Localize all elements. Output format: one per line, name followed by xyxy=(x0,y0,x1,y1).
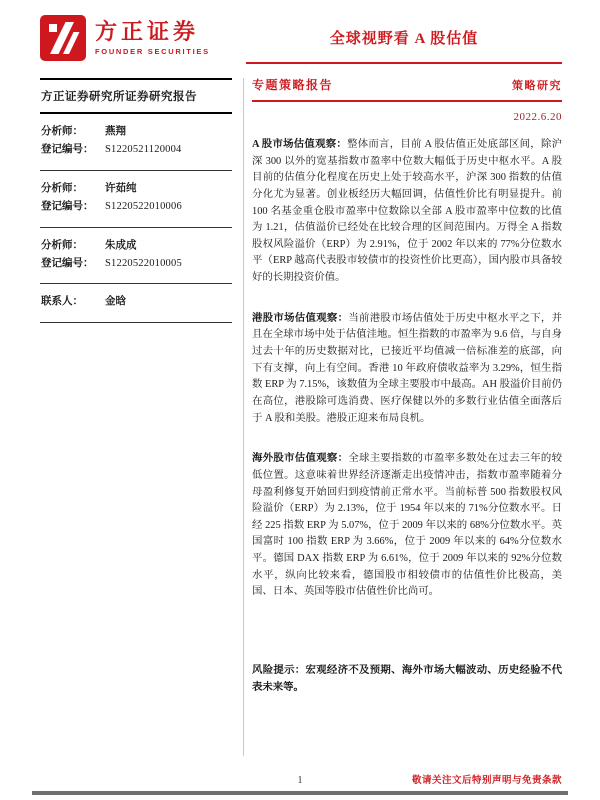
founder-logo-icon xyxy=(40,15,86,61)
brand-name-en: FOUNDER SECURITIES xyxy=(95,46,210,56)
reg-label: 登记编号： xyxy=(41,201,94,213)
institute-banner: 方正证券研究所证券研究报告 xyxy=(40,78,232,114)
abstract-body xyxy=(252,137,562,696)
main-content xyxy=(252,76,562,696)
analyst-block xyxy=(40,171,232,228)
reg-number: S1220522010005 xyxy=(105,257,182,269)
risk-note xyxy=(252,663,562,696)
paragraph-heading: 港股市场估值观察： xyxy=(252,312,349,324)
header xyxy=(40,12,562,64)
founder-logo xyxy=(40,12,246,64)
report-title: 全球视野看 A 股估值 xyxy=(329,30,479,47)
risk-heading: 风险提示： xyxy=(252,665,306,677)
analyst-name: 燕翔 xyxy=(105,126,126,137)
paragraph xyxy=(252,311,562,427)
logo-text xyxy=(95,20,210,55)
analyst-role-label: 分析师： xyxy=(41,239,83,251)
title-underline xyxy=(246,12,562,64)
column-divider xyxy=(243,78,244,756)
reg-label: 登记编号： xyxy=(41,257,94,269)
reg-label: 登记编号： xyxy=(41,144,94,156)
analyst-block xyxy=(40,228,232,285)
analyst-name: 许茹纯 xyxy=(105,182,137,194)
paragraph-text: 整体而言，目前 A 股估值正处底部区间，除沪深 300 以外的宽基指数市盈率中位数大幅低于历史中枢水平。A 股目前的估值分化程度在历史上处于较高水平，沪深 300 指数的估值分化尤为显著。创业板经历大幅回调，估值性价比有明显提升。前 100 名基金重仓股市盈率中位数除以全部 A 股市盈率中位数的比值为 1.21，估值溢价已经处在比较合理的区间范围内。万得全 A 指数股权风险溢价（ERP）为 2.91%，位于 2002 年以来的 77%分位数水平（ERP 越高代表股市较债市的投资性价比更高），国内股市具备较好的长期投资价值。 xyxy=(252,139,563,284)
footer-bar xyxy=(32,791,568,795)
page-number: 1 xyxy=(297,775,303,786)
paragraph-text: 全球主要指数的市盈率多数处在过去三年的较低位置。这意味着世界经济逐渐走出疫情冲击，指数市盈率随着分母盈利修复开始回归到疫情前正常水平。当前标普 500 指数股权风险溢价（ERP）为 2.13%，位于 1954 年以来的 71%分位数水平。日经 225 指数 ERP 为 5.07%，位于 2009 年以来的 68%分位数水平。英国富时 100 指数 ERP 为 3.66%，位于 2009 年以来的 64%分位数水平。德国 DAX 指数 ERP 为 6.61%，位于 2009 年以来的 92%分位数水平，纵向比较来看，德国股市相较债市的估值性价比极高，美国、日本、英国等股市估值性价比尚可。 xyxy=(252,453,563,598)
report-date: 2022.6.20 xyxy=(513,111,562,123)
contact-name: 金晗 xyxy=(105,296,126,308)
research-category: 策略研究 xyxy=(512,80,562,92)
analyst-sidebar xyxy=(40,78,232,323)
paragraph xyxy=(252,451,562,601)
contact-role-label: 联系人： xyxy=(41,296,83,308)
paragraph-heading: A 股市场估值观察： xyxy=(252,139,348,150)
paragraph xyxy=(252,137,562,287)
report-type: 专题策略报告 xyxy=(252,78,334,92)
paragraph-heading: 海外股市估值观察： xyxy=(252,453,349,465)
analyst-name: 朱成成 xyxy=(105,239,137,251)
contact-block xyxy=(40,284,232,322)
report-type-row xyxy=(252,76,562,102)
brand-name-cn: 方正证券 xyxy=(95,19,200,45)
analyst-role-label: 分析师： xyxy=(41,182,83,194)
disclaimer-notice: 敬请关注文后特别声明与免责条款 xyxy=(411,776,562,786)
analyst-block xyxy=(40,114,232,171)
analyst-role-label: 分析师： xyxy=(41,126,83,137)
risk-text: 宏观经济不及预期、海外市场大幅波动、历史经验不代表未来等。 xyxy=(252,665,563,693)
reg-number: S1220521120004 xyxy=(105,144,182,156)
reg-number: S1220522010006 xyxy=(105,201,182,213)
paragraph-text: 当前港股市场估值处于历史中枢水平之下，并且在全球市场中处于估值洼地。恒生指数的市盈率为 9.6 倍，与自身过去十年的历史数据对比，已接近平均值减一倍标准差的底部，向下有支撑，向上有空间。香港 10 年政府债收益率为 3.29%，恒生指数 ERP 为 7.15%，该数值为全球主要股市中最高。AH 股溢价目前仍在高位，港股除可选消费、医疗保健以外的多数行业估值全面落后于 A 股和美股。港股正迎来布局良机。 xyxy=(252,312,563,424)
